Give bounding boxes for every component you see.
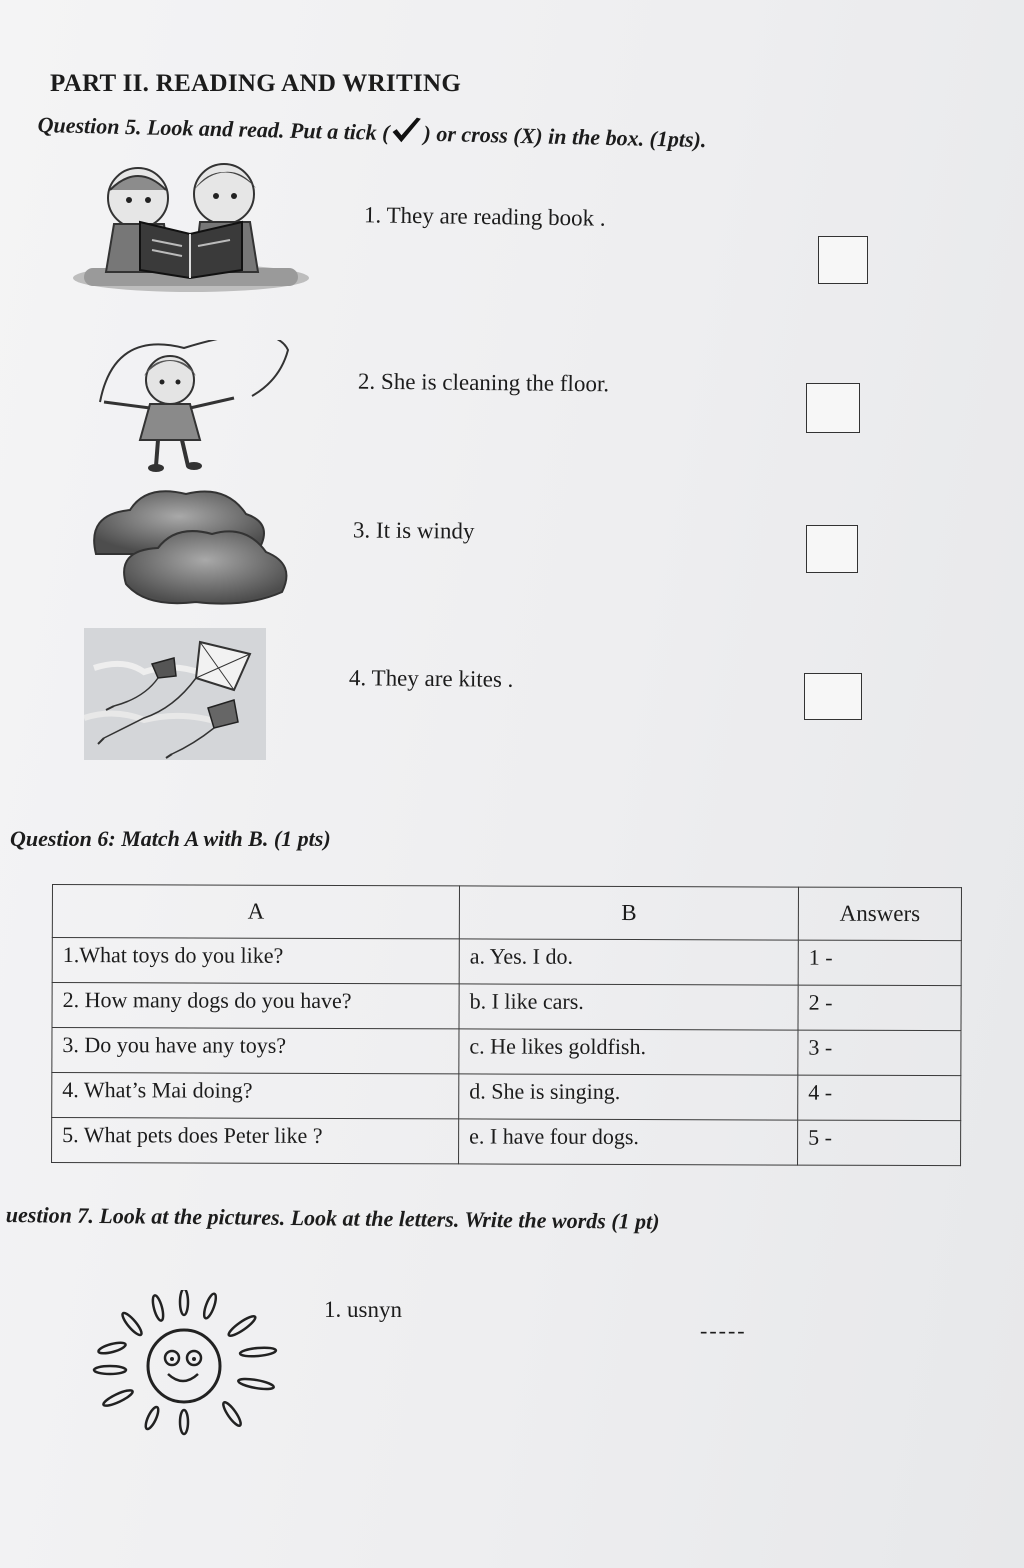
response-cell: b. I like cars.: [459, 984, 798, 1030]
answer-cell[interactable]: 1 -: [798, 940, 961, 986]
question5-title-start: Question 5. Look and read. Put a tick (: [37, 111, 390, 145]
question5-item-2: 2. She is cleaning the floor.: [357, 368, 610, 397]
column-b-header: B: [459, 886, 798, 940]
question6-title: Question 6: Match A with B. (1 pts): [10, 826, 331, 851]
scrambled-word-1: 1. usnyn: [324, 1297, 402, 1322]
answer-cell[interactable]: 5 -: [798, 1120, 961, 1166]
question-cell: 5. What pets does Peter like ?: [52, 1118, 459, 1164]
answer-cell[interactable]: 2 -: [798, 985, 961, 1031]
checkmark-icon: [389, 116, 424, 147]
question-cell: 1.What toys do you like?: [52, 938, 459, 984]
table-row: [52, 1073, 961, 1121]
table-row: [52, 1118, 961, 1166]
response-cell: d. She is singing.: [459, 1074, 798, 1120]
answer-cell[interactable]: 4 -: [798, 1075, 961, 1121]
dark-clouds-picture: [86, 484, 292, 608]
column-a-header: A: [52, 885, 459, 939]
answer-blank-1[interactable]: -----: [700, 1318, 747, 1343]
question5-item-4: 4. They are kites .: [348, 665, 514, 692]
table-row: [52, 938, 961, 986]
question5-title-end: ) or cross (X) in the box. (1pts).: [423, 120, 707, 153]
question7-title: uestion 7. Look at the pictures. Look at the letters. Write the words (1 pt): [5, 1202, 660, 1234]
answer-box-2[interactable]: [806, 383, 860, 433]
answer-cell[interactable]: 3 -: [798, 1030, 961, 1076]
question-cell: 2. How many dogs do you have?: [52, 983, 459, 1029]
girl-skipping-picture: [84, 340, 294, 480]
children-reading-picture: [66, 160, 316, 300]
table-row: [52, 983, 961, 1031]
question-cell: 4. What’s Mai doing?: [52, 1073, 459, 1119]
answer-box-1[interactable]: [818, 236, 868, 284]
part-title: PART II. READING AND WRITING: [50, 70, 462, 97]
answers-header: Answers: [798, 887, 961, 941]
question-cell: 3. Do you have any toys?: [52, 1028, 459, 1074]
sun-drawing-picture: [92, 1290, 288, 1438]
match-table: [51, 884, 962, 1166]
question5-item-3: 3. It is windy: [352, 517, 475, 544]
table-row: [52, 1028, 961, 1076]
kites-picture: [84, 628, 266, 760]
response-cell: a. Yes. I do.: [459, 939, 798, 985]
answer-box-3[interactable]: [806, 525, 858, 573]
table-header-row: [52, 885, 961, 941]
response-cell: e. I have four dogs.: [459, 1119, 798, 1165]
answer-box-4[interactable]: [804, 673, 862, 720]
question5-item-1: 1. They are reading book .: [363, 202, 606, 231]
response-cell: c. He likes goldfish.: [459, 1029, 798, 1075]
